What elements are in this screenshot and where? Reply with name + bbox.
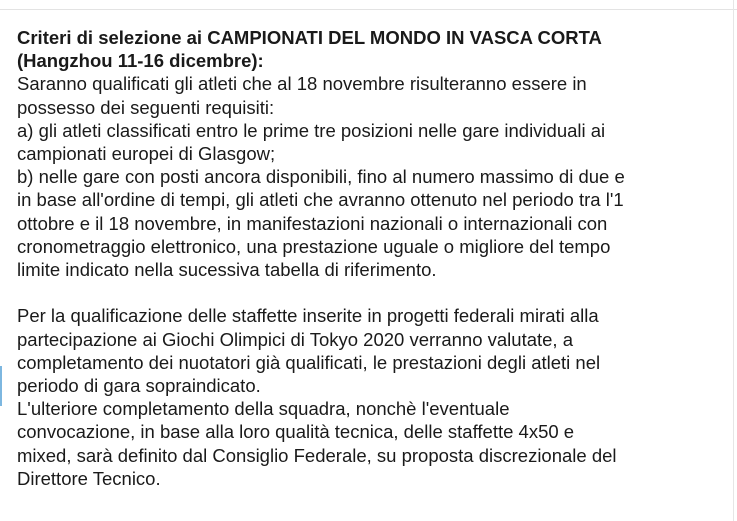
right-frame-border bbox=[733, 0, 734, 521]
text-line: campionati europei di Glasgow; bbox=[17, 143, 276, 165]
relay-paragraph bbox=[17, 304, 729, 490]
text-line: possesso dei seguenti requisiti: bbox=[17, 96, 275, 118]
selection-criteria-paragraph bbox=[17, 72, 729, 281]
top-frame-border bbox=[0, 0, 737, 10]
left-scroll-marker bbox=[0, 366, 2, 406]
paragraph-spacer bbox=[17, 281, 729, 304]
article-body bbox=[17, 26, 729, 490]
text-line: periodo di gara sopraindicato. bbox=[17, 375, 261, 397]
text-line: partecipazione ai Giochi Olimpici di Tokyo 2020 verranno valutate, a bbox=[17, 328, 573, 350]
section-heading bbox=[17, 26, 729, 72]
heading-line-2: (Hangzhou 11-16 dicembre): bbox=[17, 50, 264, 72]
text-line: limite indicato nella sucessiva tabella di riferimento. bbox=[17, 259, 437, 281]
text-line: a) gli atleti classificati entro le prime tre posizioni nelle gare individuali ai bbox=[17, 119, 606, 141]
text-line: b) nelle gare con posti ancora disponibili, fino al numero massimo di due e bbox=[17, 166, 625, 188]
text-line: completamento dei nuotatori già qualificati, le prestazioni degli atleti nel bbox=[17, 351, 601, 373]
text-line: ottobre e il 18 novembre, in manifestazioni nazionali o internazionali con bbox=[17, 212, 608, 234]
text-line: L'ulteriore completamento della squadra, nonchè l'eventuale bbox=[17, 398, 510, 420]
text-line: Per la qualificazione delle staffette inserite in progetti federali mirati alla bbox=[17, 305, 599, 327]
text-line: convocazione, in base alla loro qualità tecnica, delle staffette 4x50 e bbox=[17, 421, 575, 443]
text-line: in base all'ordine di tempi, gli atleti che avranno ottenuto nel periodo tra l'1 bbox=[17, 189, 624, 211]
text-line: cronometraggio elettronico, una prestazione uguale o migliore del tempo bbox=[17, 235, 611, 257]
heading-line-1: Criteri di selezione ai CAMPIONATI DEL MONDO IN VASCA CORTA bbox=[17, 27, 602, 48]
text-line: Direttore Tecnico. bbox=[17, 467, 161, 489]
text-line: Saranno qualificati gli atleti che al 18 novembre risulteranno essere in bbox=[17, 73, 587, 95]
text-line: mixed, sarà definito dal Consiglio Federale, su proposta discrezionale del bbox=[17, 444, 617, 466]
